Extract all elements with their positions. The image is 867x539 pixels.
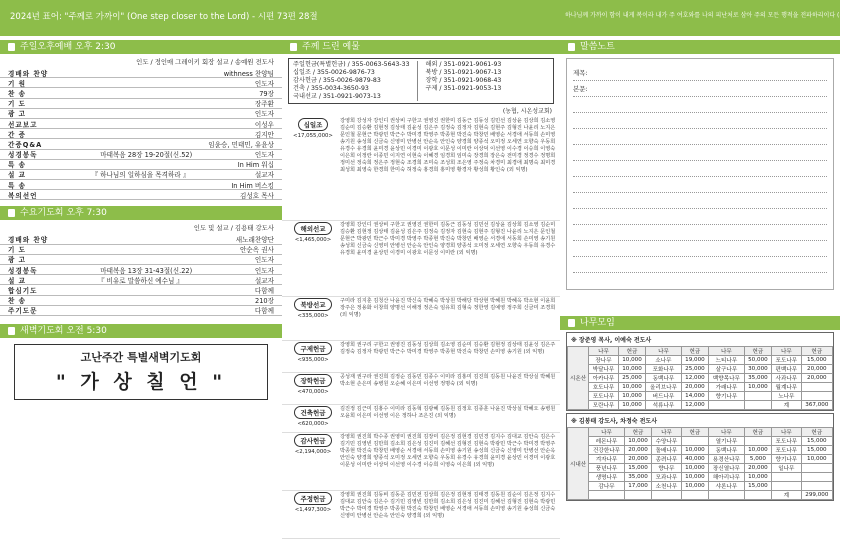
order-row bbox=[0, 88, 282, 98]
table-cell: 아카나무 bbox=[589, 374, 619, 383]
table-cell: 풍년나무 bbox=[589, 464, 625, 473]
memo-subject: 제목: bbox=[573, 65, 827, 81]
table-cell: 동백나무 bbox=[646, 374, 682, 383]
table-cell: 5,000 bbox=[744, 455, 771, 464]
donor-names: 강영희 권진희 박수종 권영미 권진희 김장미 김은정 김현경 김민경 김지수 김대교 김안숙 김은수 김기민 김영빈 김만희 김소희 김은성 김진미 김혜선 김형진 김현숙 박광민 박근수 박미경 박영주 박종현 박진숙 박창민 배영순 서경애 서동희 손미영 송기원 송성희 신금숙 신영미 안병선 안순옥 안인숙 양경희 양종석 오미정 오세연 오향숙 우동희 유경수 유경희 윤미경 윤상민 이경미 이광호 이문성 이미란 이상덕 이선영 이수경 이승희 이영숙 이은희 (외 익명) bbox=[340, 434, 556, 468]
order-item: 선교보고 bbox=[8, 120, 38, 129]
offering-group bbox=[282, 405, 560, 433]
offering-group bbox=[282, 341, 560, 373]
offering-type-label: 북방선교 bbox=[294, 298, 331, 311]
wednesday-leaders: 인도 및 설교 / 김용태 강도사 bbox=[193, 224, 274, 233]
table-cell: 10,000 bbox=[618, 383, 645, 392]
offering-type-label: 건축헌금 bbox=[294, 406, 331, 419]
table-cell: 향나무 bbox=[652, 464, 682, 473]
offering-amount: <935,000> bbox=[297, 357, 329, 363]
account-line: 해외 / 351-0921-9061-93 bbox=[425, 61, 502, 68]
table-row bbox=[568, 491, 833, 500]
order-person: 인도자 bbox=[254, 266, 274, 275]
donor-names: 구미라 김지훈 김청산 나윤진 박신숙 박혜숙 박상원 박해당 박상현 박혜원 박혜옥 박소현 이윤희 장주은 정용화 이창희 양명선 이해정 정은숙 임유희 김형숙 정한영 김예영 정주희 신금미 조경희 (외 익명) bbox=[340, 298, 556, 318]
table-cell: 25,000 bbox=[618, 374, 645, 383]
table-cell: 367,000 bbox=[801, 401, 832, 410]
table-cell: 샤론나무 bbox=[709, 482, 745, 491]
table-cell bbox=[801, 482, 832, 491]
table-cell bbox=[772, 482, 802, 491]
table-cell bbox=[681, 491, 708, 500]
order-item: 광 고 bbox=[8, 110, 27, 119]
order-item: 기 도 bbox=[8, 100, 27, 109]
offering-amount: <2,194,000> bbox=[294, 449, 332, 455]
table-cell: 모란나무 bbox=[589, 401, 619, 410]
table-cell: 20,000 bbox=[681, 383, 708, 392]
table-cell: 건강한나무 bbox=[589, 446, 625, 455]
order-item: 설 교 bbox=[8, 276, 27, 285]
order-row bbox=[0, 275, 282, 285]
table-cell: 20,000 bbox=[624, 455, 651, 464]
table-cell: 30,000 bbox=[744, 365, 771, 374]
order-row bbox=[0, 99, 282, 109]
table-cell: 20,000 bbox=[801, 365, 832, 374]
order-row bbox=[0, 296, 282, 306]
table-cell bbox=[744, 491, 771, 500]
offering-amount: <17,055,000> bbox=[293, 133, 333, 139]
order-row bbox=[0, 180, 282, 190]
offering-type-label: 십일조 bbox=[298, 118, 329, 131]
donor-names: 강영희 강성자 강인디 권상비 구한고 권영진 권한미 김동근 김동성 김민선 김상윤 김상희 김소영 김순미 김승환 김현정 김상태 김윤성 김은주 김정숙 김정자 김현숙 김현주 김형진 나윤리 노지은 문인철 문현근 박광민 박근수 박미경 박영주 박종현 박진숙 박창민 배영순 서경애 서동희 손미영 송기원 송성희 신금숙 신영미 안병선 안순옥 안인숙 양경희 양종석 오미정 오세연 오향숙 우동희 유경수 유경희 윤미경 윤상민 이경미 이광호 이문성 이미란 이상덕 이선영 이수경 이승희 이영숙 이은희 이정란 이종민 이지연 이현숙 이혜경 임경희 임미숙 장경희 장은숙 전미경 정경수 정명희 정미선 정숙희 정은주 정현숙 조경희 조미숙 조성희 조은영 주정숙 차경미 최경애 최명숙 최미경 최성희 최영숙 한경희 한미숙 허정숙 홍경희 홍미영 황경자 황성희 황인숙 (외 익명) bbox=[340, 118, 556, 173]
account-line: 북방 / 351-0921-9067-13 bbox=[425, 69, 502, 76]
table-cell: 일나무 bbox=[772, 464, 802, 473]
bank-accounts bbox=[288, 58, 554, 104]
account-line: 장학 / 351-0921-9068-43 bbox=[425, 77, 502, 84]
table-cell: 40,000 bbox=[681, 455, 708, 464]
offering-amount: <620,000> bbox=[297, 421, 329, 427]
offering-group bbox=[282, 373, 560, 405]
worship-column bbox=[0, 36, 282, 496]
table-cell bbox=[801, 383, 832, 392]
offering-type-label: 구제헌금 bbox=[294, 342, 331, 355]
column-header: 헌금 bbox=[618, 347, 645, 356]
order-person: In Him 버스킹 bbox=[231, 181, 274, 190]
notes-column bbox=[560, 36, 840, 499]
table-cell: 299,000 bbox=[801, 491, 832, 500]
offering-title: 주께 드린 예물 bbox=[282, 40, 560, 54]
order-detail: 마태복음 13장 31-43절(신.22) bbox=[100, 266, 193, 275]
table-row bbox=[568, 464, 833, 473]
table-cell: 돌배나무 bbox=[652, 446, 682, 455]
offering-groups bbox=[282, 117, 560, 539]
table-cell: 월계나무 bbox=[772, 383, 802, 392]
order-person: 김성호 목사 bbox=[240, 191, 274, 200]
table-cell: 백향목나무 bbox=[709, 374, 745, 383]
table-cell: 25,000 bbox=[681, 365, 708, 374]
offering-amount: <1,465,000> bbox=[294, 237, 332, 243]
account-line: 주일헌금(특별헌금) / 355-0063-5643-33 bbox=[293, 61, 410, 68]
column-header: 헌금 bbox=[681, 347, 708, 356]
table-cell: 레몬나무 bbox=[589, 437, 625, 446]
table-cell: 10,000 bbox=[618, 401, 645, 410]
order-person: 임윤승, 민태민, 유윤상 bbox=[208, 140, 274, 149]
table-cell bbox=[681, 437, 708, 446]
table-cell bbox=[772, 473, 802, 482]
table-cell: 편백나무 bbox=[772, 365, 802, 374]
table-cell bbox=[709, 401, 745, 410]
bible-verse: 하나님께 가까이 함이 내게 복이라 내가 주 여호와를 나의 피난처로 삼아 주의 모든 행적을 전파하리이다 (시 73:28) bbox=[565, 12, 867, 19]
table-cell: 10,000 bbox=[681, 482, 708, 491]
yearly-motto: 2024년 표어: "주께로 가까이" (One step closer to the Lord) - 시편 73편 28절 bbox=[10, 12, 318, 22]
donor-names: 강영희 강인디 권상비 구한고 권영진 권한미 김동근 김동성 김민선 김상윤 김상희 김소영 김순미 김승환 김현정 김상태 김윤성 김은주 김정숙 김정자 김현숙 김현주 김형진 나윤리 노지은 문인철 문현근 박광민 박근수 박미경 박영주 박종현 박진숙 박창민 배영순 서경애 서동희 손미영 송기원 송성희 신금숙 신영미 안병선 안순옥 안인숙 양경희 양종석 오미정 오세연 오향숙 우동희 유경수 유경희 윤미경 윤상민 이경미 이광호 이문성 이미란 (외 익명) bbox=[340, 222, 556, 256]
offering-amount: <470,000> bbox=[297, 389, 329, 395]
sunday-service-title: 주일오후예배 오후 2:30 bbox=[0, 40, 282, 54]
order-person: 설교자 bbox=[254, 171, 274, 180]
table-cell: 동백나무 bbox=[709, 446, 745, 455]
order-person: 인도자 bbox=[254, 151, 274, 160]
table-cell: 35,000 bbox=[624, 473, 651, 482]
order-row bbox=[0, 245, 282, 255]
table-cell: 12,000 bbox=[681, 374, 708, 383]
tree-table-2 bbox=[566, 413, 834, 501]
order-item: 간 증 bbox=[8, 130, 27, 139]
table-cell: 20,000 bbox=[801, 374, 832, 383]
order-row bbox=[0, 170, 282, 180]
table-cell bbox=[744, 392, 771, 401]
column-header: 헌금 bbox=[801, 428, 832, 437]
donor-names: 강영희 권구리 구한고 권영진 김동성 김상희 김소영 김순미 김승환 김현정 김상태 김윤성 김은주 김정숙 김정자 박광민 박근수 박미경 박영주 박종현 박진숙 박창민 손미영 송기원 (외 익명) bbox=[340, 342, 556, 355]
table-cell bbox=[744, 401, 771, 410]
table-row bbox=[568, 383, 833, 392]
table-cell: 모과나무 bbox=[652, 473, 682, 482]
order-person: withness 찬양팀 bbox=[223, 69, 274, 78]
table-row bbox=[568, 392, 833, 401]
table-cell: 향기나무 bbox=[709, 392, 745, 401]
order-item: 설 교 bbox=[8, 171, 27, 180]
order-row bbox=[0, 265, 282, 275]
order-row bbox=[0, 150, 282, 160]
table-cell: 박달나무 bbox=[589, 365, 619, 374]
table-cell: 버드나무 bbox=[646, 392, 682, 401]
table-cell: 호도나무 bbox=[589, 383, 619, 392]
offering-amount: <1,497,300> bbox=[294, 507, 332, 513]
special-dawn-theme: " 가 상 칠 언 " bbox=[55, 371, 227, 394]
offering-group bbox=[282, 433, 560, 491]
order-item: 기 원 bbox=[8, 79, 27, 88]
table-cell: 소나무 bbox=[646, 356, 682, 365]
order-item: 광 고 bbox=[8, 256, 27, 265]
column-header: 헌금 bbox=[624, 428, 651, 437]
account-line: 십일조 / 355-0026-9876-73 bbox=[293, 69, 375, 76]
table-cell: 수양나무 bbox=[652, 437, 682, 446]
table-cell bbox=[652, 491, 682, 500]
table-cell bbox=[624, 491, 651, 500]
order-person: 인도자 bbox=[254, 79, 274, 88]
order-person: In Him 워십 bbox=[237, 161, 274, 170]
column-header: 헌금 bbox=[744, 428, 771, 437]
order-item: 찬 송 bbox=[8, 89, 27, 98]
table-row bbox=[568, 365, 833, 374]
order-person: 다함께 bbox=[254, 286, 274, 295]
table-cell: 35,000 bbox=[744, 374, 771, 383]
donor-names: 공성재 권구라 권진희 김정순 김동민 김종수 이미라 김홍미 김진희 김동원 나윤진 박상실 박혜원 박소현 손은미 송병원 오순혜 이은미 이선영 정명숙 (외 익명) bbox=[340, 374, 556, 387]
table-cell: 15,000 bbox=[801, 437, 832, 446]
order-person: 안순옥 권사 bbox=[240, 246, 274, 255]
table-cell: 해아리나무 bbox=[709, 473, 745, 482]
table-cell: 10,000 bbox=[624, 437, 651, 446]
offering-group bbox=[282, 491, 560, 539]
sunday-leaders: 인도 / 정인매 그레이키 회장 설교 / 송예원 전도사 bbox=[136, 58, 274, 66]
table-cell: 용경산나무 bbox=[709, 455, 745, 464]
order-detail: 『 비유로 말씀하신 예수님 』 bbox=[97, 276, 184, 285]
order-row bbox=[0, 78, 282, 88]
table-cell bbox=[744, 437, 771, 446]
table-cell bbox=[801, 464, 832, 473]
donor-names: 강영희 권진희 김동비 김동준 김민전 김상희 김은정 김현정 김태경 김동원 김순이 김은정 김지수 김대교 김안숙 김은수 김기민 김영빈 김만희 김소희 김은성 김진미 김혜선 김형진 김현숙 박광민 박근수 박미경 박영주 박종현 박진숙 박창민 배영순 서경애 서동희 손미영 송기원 송성희 신금숙 신영미 안병선 안순옥 안인숙 양경희 (외 익명) bbox=[340, 492, 556, 519]
order-item: 기 도 bbox=[8, 246, 27, 255]
order-item: 성경봉독 bbox=[8, 266, 38, 275]
table-cell: 19,000 bbox=[681, 356, 708, 365]
order-row bbox=[0, 139, 282, 149]
tree-table-1 bbox=[566, 332, 834, 411]
donor-names: 김진정 김근미 김홍수 이미라 김동혁 김광혜 김동원 김정호 김종훈 나윤진 박상실 박혜오 송병원 오윤희 이은미 이선영 이은 정하나 조은진 (외 익명) bbox=[340, 406, 556, 419]
column-header: 나무 bbox=[589, 428, 625, 437]
offering-column bbox=[282, 36, 560, 519]
order-person: 79장 bbox=[259, 89, 274, 98]
order-row bbox=[0, 109, 282, 119]
table-cell: 향기나무 bbox=[772, 455, 802, 464]
table-cell: 계 bbox=[772, 401, 802, 410]
column-header: 헌금 bbox=[744, 347, 771, 356]
region-label: 시온산 bbox=[568, 347, 589, 410]
table-cell bbox=[589, 491, 625, 500]
account-line: 국내선교 / 351-0921-9073-13 bbox=[293, 93, 381, 100]
table-cell: 종려나무 bbox=[652, 455, 682, 464]
dawn-service-title: 새벽기도회 오전 5:30 bbox=[0, 324, 282, 338]
table-cell: 20,000 bbox=[744, 464, 771, 473]
table-cell: 14,000 bbox=[681, 392, 708, 401]
order-row bbox=[0, 129, 282, 139]
table-cell: 가래나무 bbox=[709, 383, 745, 392]
offering-amount: <335,000> bbox=[297, 313, 329, 319]
order-row bbox=[0, 119, 282, 129]
order-person: 210장 bbox=[255, 297, 274, 306]
special-dawn-title: 고난주간 특별새벽기도회 bbox=[80, 351, 202, 365]
table-cell: 사과나무 bbox=[772, 374, 802, 383]
order-row bbox=[0, 285, 282, 295]
table-cell: 소천나무 bbox=[652, 482, 682, 491]
table-cell: 열기나무 bbox=[709, 437, 745, 446]
column-header: 나무 bbox=[772, 428, 802, 437]
table-cell: 17,000 bbox=[624, 482, 651, 491]
order-person: 다함께 bbox=[254, 307, 274, 316]
table-cell: 생명나무 bbox=[589, 473, 625, 482]
table-cell: 10,000 bbox=[744, 446, 771, 455]
table-cell: 15,000 bbox=[744, 482, 771, 491]
wednesday-order bbox=[0, 234, 282, 316]
order-person: 이성우 bbox=[254, 120, 274, 129]
table-cell: 10,000 bbox=[681, 473, 708, 482]
table-cell: 12,000 bbox=[681, 401, 708, 410]
account-line: 감사헌금 / 355-0026-9879-83 bbox=[293, 77, 381, 84]
column-header: 나무 bbox=[589, 347, 619, 356]
order-row bbox=[0, 255, 282, 265]
table-row bbox=[568, 446, 833, 455]
memo-title: 말씀노트 bbox=[560, 40, 840, 54]
bank-name: (농협, 시온성교회) bbox=[502, 108, 552, 115]
table-row bbox=[568, 473, 833, 482]
order-item: 특 송 bbox=[8, 181, 27, 190]
account-line: 구제 / 351-0921-9053-13 bbox=[425, 85, 502, 92]
offering-type-label: 주정헌금 bbox=[294, 492, 331, 505]
column-header: 헌금 bbox=[801, 347, 832, 356]
order-person: 장주환 bbox=[254, 100, 274, 109]
table-cell: 10,000 bbox=[681, 446, 708, 455]
order-row bbox=[0, 234, 282, 244]
table-cell bbox=[709, 491, 745, 500]
table-cell bbox=[801, 473, 832, 482]
table-cell: 10,000 bbox=[618, 356, 645, 365]
column-header: 나무 bbox=[709, 347, 745, 356]
table-cell: 15,000 bbox=[801, 446, 832, 455]
table-row bbox=[568, 482, 833, 491]
account-line: 건축 / 355-0034-3650-93 bbox=[293, 85, 369, 92]
table-cell: 포도나무 bbox=[589, 392, 619, 401]
offering-type-label: 장학헌금 bbox=[294, 374, 331, 387]
order-item: 간증Q&A bbox=[8, 140, 43, 149]
table-cell: 10,000 bbox=[681, 464, 708, 473]
table-cell: 50,000 bbox=[744, 356, 771, 365]
offering-group bbox=[282, 221, 560, 297]
table-cell: 15,000 bbox=[801, 356, 832, 365]
table-cell: 10,000 bbox=[744, 473, 771, 482]
table-cell: 10,000 bbox=[801, 455, 832, 464]
order-item: 성경봉독 bbox=[8, 151, 38, 160]
table-cell: 장신열나무 bbox=[709, 464, 745, 473]
table-cell: 겨자나무 bbox=[589, 455, 625, 464]
order-person: 인도자 bbox=[254, 256, 274, 265]
column-header: 나무 bbox=[646, 347, 682, 356]
order-item: 경배와 찬양 bbox=[8, 236, 49, 245]
offering-group bbox=[282, 117, 560, 221]
order-row bbox=[0, 160, 282, 170]
order-row bbox=[0, 306, 282, 316]
order-detail: 마태복음 28장 19-20절(신.52) bbox=[100, 151, 193, 160]
offering-type-label: 해외선교 bbox=[294, 222, 331, 235]
order-item: 복의선언 bbox=[8, 191, 38, 200]
column-header: 나무 bbox=[772, 347, 802, 356]
table-cell: 15,000 bbox=[624, 464, 651, 473]
order-item: 찬 송 bbox=[8, 297, 27, 306]
table-row bbox=[568, 374, 833, 383]
table-cell: 포화나무 bbox=[646, 365, 682, 374]
table-cell: 10,000 bbox=[618, 392, 645, 401]
table-cell: 감나무 bbox=[589, 482, 625, 491]
table-row bbox=[568, 437, 833, 446]
tree-group-title: 나무모임 bbox=[560, 316, 840, 330]
table-cell: 살구나무 bbox=[709, 365, 745, 374]
special-dawn-box bbox=[14, 344, 268, 400]
table-cell: 포도나무 bbox=[772, 437, 802, 446]
order-item: 합심기도 bbox=[8, 286, 38, 295]
table-cell: 석류나무 bbox=[646, 401, 682, 410]
table-cell: 장나무 bbox=[589, 356, 619, 365]
table-cell: 계 bbox=[772, 491, 802, 500]
column-header: 헌금 bbox=[681, 428, 708, 437]
memo-box bbox=[566, 58, 834, 290]
order-item: 특 송 bbox=[8, 161, 27, 170]
order-row bbox=[0, 68, 282, 78]
order-person: 인도자 bbox=[254, 110, 274, 119]
table-cell: 포도나무 bbox=[772, 356, 802, 365]
offering-group bbox=[282, 297, 560, 341]
region-label: 시내산 bbox=[568, 428, 589, 500]
table-cell: 올리브나무 bbox=[646, 383, 682, 392]
sunday-order bbox=[0, 68, 282, 200]
table-row bbox=[568, 356, 833, 365]
wednesday-service-title: 수요기도회 오후 7:30 bbox=[0, 206, 282, 220]
order-item: 주기도문 bbox=[8, 307, 38, 316]
table-row bbox=[568, 455, 833, 464]
table-cell: 느티나무 bbox=[709, 356, 745, 365]
table-cell: 20,000 bbox=[624, 446, 651, 455]
memo-text: 본문: bbox=[573, 81, 827, 97]
tree-table-2-head: ※ 김봉태 강도사, 차정숙 전도사 bbox=[571, 418, 658, 425]
order-row bbox=[0, 190, 282, 200]
table-cell: 10,000 bbox=[618, 365, 645, 374]
table-row bbox=[568, 401, 833, 410]
column-header: 나무 bbox=[652, 428, 682, 437]
order-detail: 『 하나님의 일하심을 목격하라 』 bbox=[91, 171, 190, 180]
table-cell: 노나무 bbox=[772, 392, 802, 401]
table-cell bbox=[801, 392, 832, 401]
column-header: 나무 bbox=[709, 428, 745, 437]
offering-type-label: 감사헌금 bbox=[294, 434, 331, 447]
table-cell: 10,000 bbox=[744, 383, 771, 392]
table-cell: 포도나무 bbox=[772, 446, 802, 455]
order-person: 설교자 bbox=[254, 276, 274, 285]
order-item: 경배와 찬양 bbox=[8, 69, 49, 78]
order-person: 새노래찬양단 bbox=[235, 236, 274, 245]
top-banner bbox=[0, 0, 867, 36]
order-person: 김지안 bbox=[254, 130, 274, 139]
tree-table-1-head: ※ 장준영 목사, 이예숙 전도사 bbox=[571, 337, 652, 344]
